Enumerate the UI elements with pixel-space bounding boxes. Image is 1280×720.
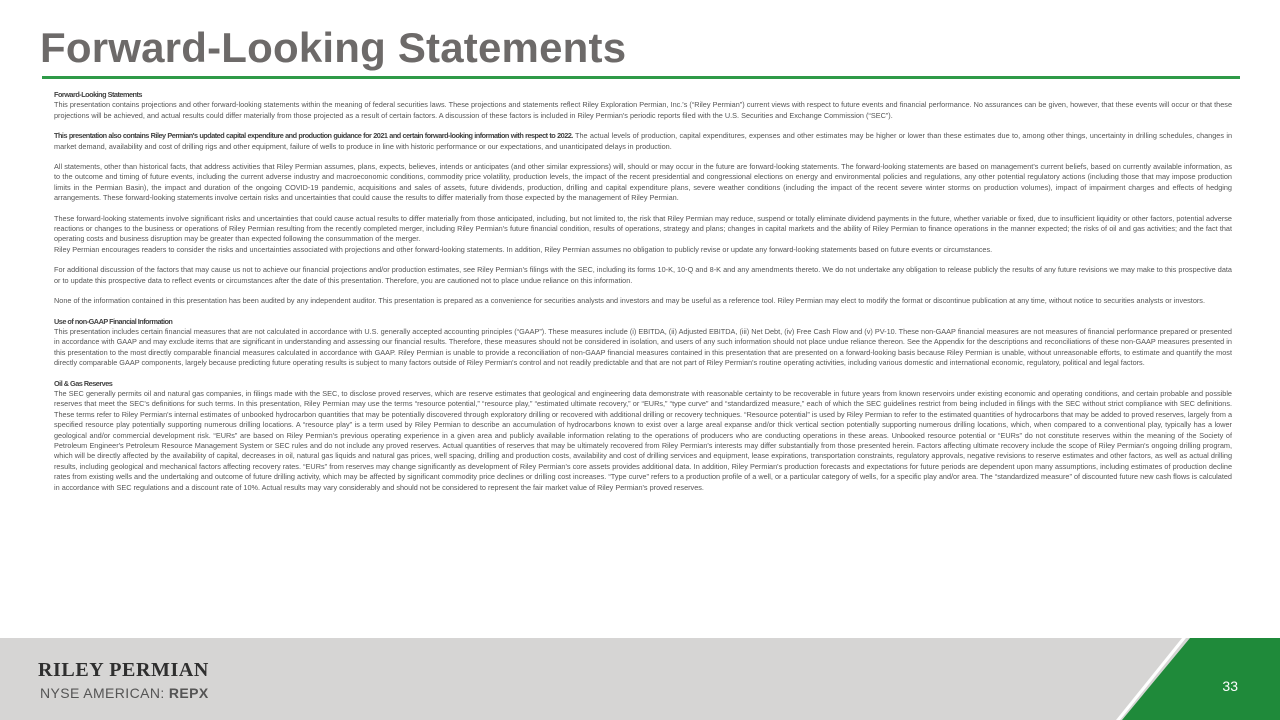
paragraph-text: The actual levels of production, capital expenditures, expenses and other estimates may be higher or lower than these estimates due to, among other things, uncertainty in drilling schedules, changes in market demand, availability and cost of drilling rigs and other equipment, failure of wells to produce in line with historic performance or our expectations, and unanticipated delays in production.: [54, 131, 1232, 151]
green-corner-graphic: [1080, 638, 1280, 720]
page-title: Forward-Looking Statements: [40, 24, 627, 71]
exchange-label: NYSE AMERICAN:: [40, 685, 169, 701]
paragraph: All statements, other than historical facts, that address activities that Riley Permian assumes, plans, expects, believes, intends or anticipates (and other similar expressions) will, should or may occur in the future are forward-looking statements. The forward-looking statements are based on management's current beliefs, based on currently available information, as to the outcome and timing of future events, including the current adverse industry and macroeconomic conditions, commodity price volatility, production levels, the impact of the recent presidential and congressional elections on energy and environmental policies and regulations, any other potential regulatory actions (including those that may impose production limits in the Permian Basin), the impact and duration of the ongoing COVID-19 pandemic, acquisitions and sales of assets, future dividends, production, drilling and capital expenditure plans, severe weather conditions (including the impact of the recent severe winter storms on production volumes), impact of impairment charges and effects of hedging arrangements. These forward-looking statements involve certain risks and uncertainties that could cause the results to differ materially from those expected by the management of Riley Permian.: [54, 162, 1232, 203]
paragraph: This presentation includes certain financial measures that are not calculated in accordance with U.S. generally accepted accounting principles (“GAAP”). These measures include (i) EBITDA, (ii) Adjusted EBITDA, (iii) Net Debt, (iv) Free Cash Flow and (v) PV-10. These non-GAAP financial measures are not measures of financial performance prepared or presented in accordance with GAAP and may exclude items that are significant in understanding and assessing our financial results. Therefore, these measures should not be considered in isolation, and users of any such information should not place undue reliance thereon. See the Appendix for the descriptions and reconciliations of these non-GAAP measures presented in this presentation to the most directly comparable financial measures calculated in accordance with GAAP. Riley Permian is unable to provide a reconciliation of non-GAAP financial measures contained in this presentation that are presented on a forward-looking basis because Riley Permian is unable, without unreasonable efforts, to estimate and quantify the most directly comparable GAAP components, largely because predicting future operating results is subject to many factors outside of Riley Permian's control and not readily predictable and that are not part of Riley Permian's routine operating activities, including various domestic and international economic, regulatory, political and legal factors.: [54, 326, 1232, 368]
title-divider: [42, 76, 1240, 79]
paragraph: For additional discussion of the factors that may cause us not to achieve our financial projections and/or production estimates, see Riley Permian's filings with the SEC, including its forms 10-K, 10-Q and 8-K and any amendments thereto. We do not undertake any obligation to release publicly the results of any future revisions we may make to this prospective data or to update this prospective data to reflect events or circumstances after the date of this presentation. Therefore, you are cautioned not to place undue reliance on this information.: [54, 265, 1232, 285]
paragraph-lead: This presentation also contains Riley Permian's updated capital expenditure and production guidance for 2021 and certain forward-looking information with respect to 2022.: [54, 131, 573, 141]
ticker-symbol: REPX: [168, 685, 209, 701]
company-logo: RILEY PERMIAN: [38, 659, 209, 681]
paragraph: [54, 131, 1232, 152]
paragraph: The SEC generally permits oil and natural gas companies, in filings made with the SEC, to disclose proved reserves, which are reserve estimates that geological and engineering data demonstrate with reasonable certainty to be recoverable in future years from known reservoirs under existing economic and operating conditions, and certain probable and possible reserves that meet the SEC's definitions for such terms. In this presentation, Riley Permian may use the terms “resource potential,” “resource play,” “estimated ultimate recovery,” or “EURs,” “type curve” and “standardized measure,” each of which the SEC guidelines restrict from being included in filings with the SEC without strict compliance with SEC definitions. These terms refer to Riley Permian's internal estimates of unbooked hydrocarbon quantities that may be potentially discovered through exploratory drilling or recovered with additional drilling or recovery techniques. “Resource potential” is used by Riley Permian to refer to the estimated quantities of hydrocarbons that may be added to proved reserves, largely from a specified resource play potentially supporting numerous drilling locations. A “resource play” is a term used by Riley Permian to describe an accumulation of hydrocarbons known to exist over a large areal expanse and/or thick vertical section potentially supporting numerous drilling locations, which, when compared to a conventional play, typically has a lower geological and/or commercial development risk. “EURs” are based on Riley Permian's previous operating experience in a given area and publicly available information relating to the operations of producers who are conducting operations in these areas. Unbooked resource potential or “EURs” do not constitute reserves within the meaning of the Society of Petroleum Engineer's Petroleum Resource Management System or SEC rules and do not include any proved reserves. Actual quantities of reserves that may be ultimately recovered from Riley Permian's interests may differ substantially from those presented herein. Factors affecting ultimate recovery include the scope of Riley Permian's ongoing drilling program, which will be directly affected by the availability of capital, decreases in oil, natural gas liquids and natural gas prices, well spacing, drilling and production costs, availability and cost of drilling services and equipment, lease expirations, transportation constraints, regulatory approvals, negative revisions to reserve estimates and other factors, as well as actual drilling results, including geological and mechanical factors affecting recovery rates. “EURs” from reserves may change significantly as development of Riley Permian's core assets provides additional data. In addition, Riley Permian's production forecasts and expectations for future periods are dependent upon many assumptions, including estimates of production decline rates from existing wells and the undertaking and outcome of future drilling activity, which may be affected by significant commodity price declines or drilling cost increases. “Type curve” refers to a production profile of a well, or a particular category of wells, for a specific play and/or area. The “standardized measure” of discounted future new cash flows is calculated in accordance with SEC regulations and a discount rate of 10%. Actual results may vary considerably and should not be considered to represent the fair market value of Riley Permian's proved reserves.: [54, 388, 1232, 492]
section-heading-forward-looking: Forward-Looking Statements: [54, 90, 142, 99]
paragraph: None of the information contained in this presentation has been audited by any independent auditor. This presentation is prepared as a convenience for securities analysts and investors and may be useful as a reference tool. Riley Permian may elect to modify the format or discontinue publication at any time, without notice to securities analysts or investors.: [54, 296, 1205, 306]
footer-bar: [0, 638, 1280, 720]
page-number: 33: [1222, 678, 1238, 694]
exchange-ticker: [40, 685, 209, 701]
paragraph: Riley Permian encourages readers to consider the risks and uncertainties associated with projections and other forward-looking statements. In addition, Riley Permian assumes no obligation to publicly revise or update any forward-looking statements based on future events or circumstances.: [54, 244, 993, 254]
paragraph: These forward-looking statements involve significant risks and uncertainties that could cause actual results to differ materially from those anticipated, including, but not limited to, the risk that Riley Permian may reduce, suspend or totally eliminate dividend payments in the future, whether variable or fixed, due to insufficient liquidity or other factors, potential adverse reactions or changes to the business or operations of Riley Permian resulting from the recently completed merger, including Riley Permian's future financial condition, results of operations, strategy and plans; changes in capital markets and the ability of Riley Permian to finance operations in the manner expected; the risks of oil and gas activities; and the fact that operating costs and business disruption may be greater than expected following the consummation of the merger.: [54, 213, 1232, 244]
section-heading-reserves: Oil & Gas Reserves: [54, 378, 113, 388]
disclaimer-body: [54, 90, 1232, 635]
paragraph: This presentation contains projections and other forward-looking statements within the meaning of federal securities laws. These projections and statements reflect Riley Exploration Permian, Inc.'s (“Riley Permian”) current views with respect to future events and financial performance. No assurances can be given, however, that these events will occur or that these projections will be achieved, and actual results could differ materially from those projected as a result of certain factors. A discussion of these factors is included in Riley Permian's periodic reports filed with the U.S. Securities and Exchange Commission (“SEC”).: [54, 100, 1232, 120]
section-heading-non-gaap: Use of non-GAAP Financial Information: [54, 316, 173, 326]
